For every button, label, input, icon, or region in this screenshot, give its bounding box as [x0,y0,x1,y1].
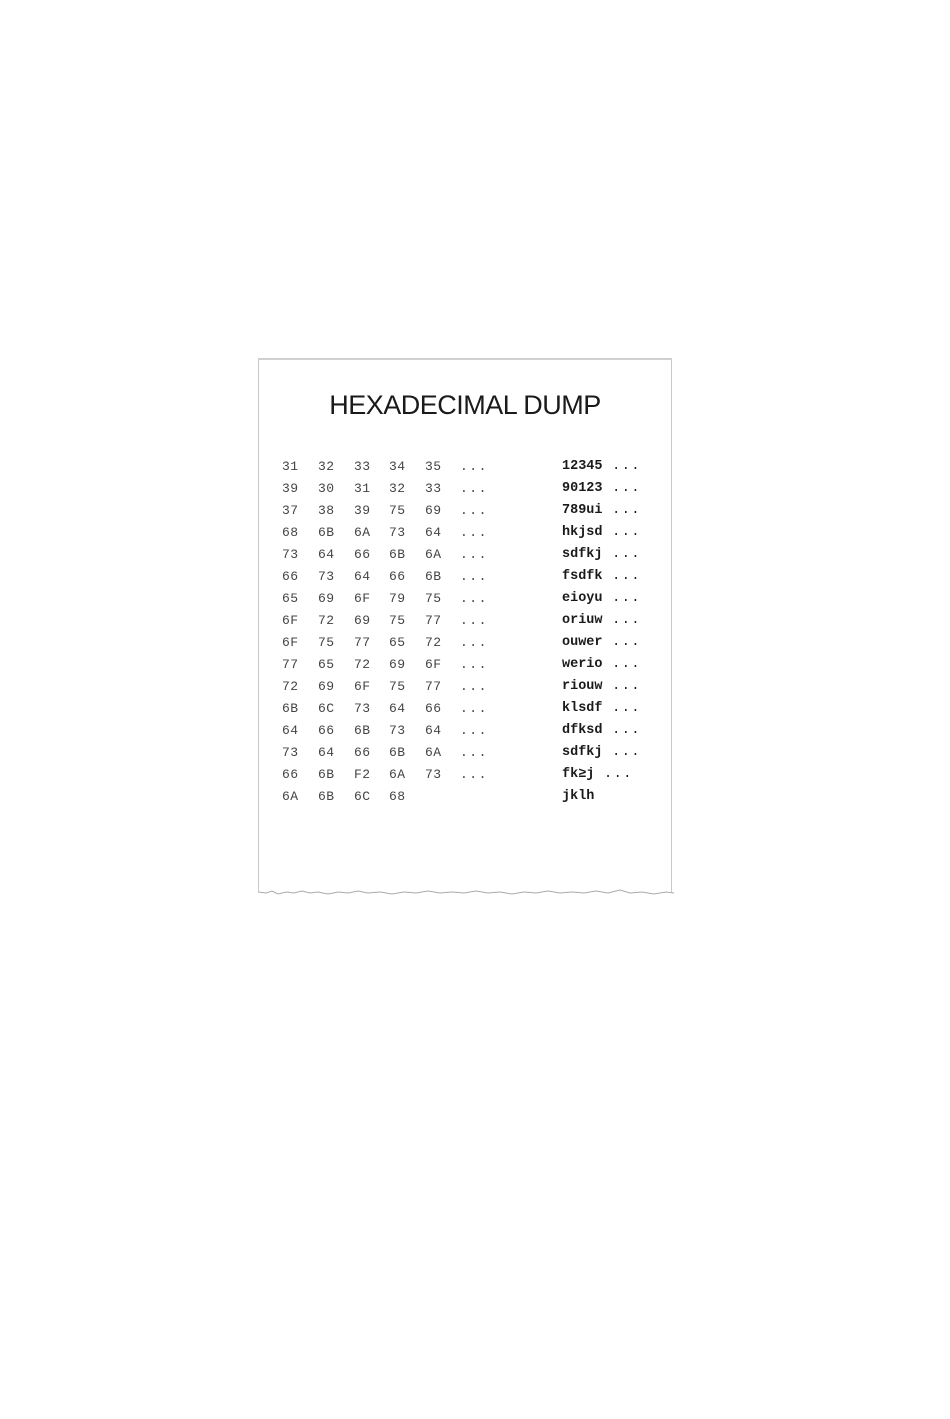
dump-row [282,742,662,764]
ascii-chars: 789ui [562,503,603,518]
ascii-chars: hkjsd [562,525,603,540]
hex-byte: 33 [354,459,371,474]
hex-byte: 72 [318,613,335,628]
hex-byte: 64 [354,569,371,584]
ascii-chars: fk≥j [562,767,595,782]
hex-byte: 6A [425,547,442,562]
hex-byte: 6A [389,767,406,782]
hex-byte: 77 [425,679,442,694]
ascii-continuation: ... [594,767,633,782]
dump-row [282,544,662,566]
ascii-continuation: ... [602,723,641,738]
hex-byte: 69 [318,591,335,606]
hex-continuation: ... [460,525,488,540]
hex-byte: 73 [425,767,442,782]
hex-byte: 72 [354,657,371,672]
dump-row [282,764,662,786]
dump-row [282,566,662,588]
dump-row [282,588,662,610]
ascii-chars: werio [562,657,603,672]
hex-continuation: ... [460,723,488,738]
hex-byte: 33 [425,481,442,496]
hex-byte: 6B [389,547,406,562]
hex-byte: 69 [318,679,335,694]
hex-byte: 31 [282,459,299,474]
ascii-chars: riouw [562,679,603,694]
hex-byte: 66 [318,723,335,738]
ascii-continuation: ... [602,569,641,584]
hex-byte: 64 [282,723,299,738]
ascii-chars: sdfkj [562,547,603,562]
hex-byte: 65 [318,657,335,672]
dump-row [282,632,662,654]
hex-byte: 39 [282,481,299,496]
hex-continuation: ... [460,745,488,760]
hex-byte: 69 [389,657,406,672]
dump-row [282,522,662,544]
ascii-chars: dfksd [562,723,603,738]
ascii-text [562,786,594,808]
hex-continuation: ... [460,679,488,694]
hex-byte: 35 [425,459,442,474]
ascii-text [562,522,641,544]
dump-row [282,654,662,676]
ascii-continuation: ... [602,745,641,760]
hex-byte: 66 [389,569,406,584]
hex-byte: 64 [318,547,335,562]
ascii-continuation: ... [602,657,641,672]
hex-byte: 69 [425,503,442,518]
ascii-continuation: ... [602,503,641,518]
ascii-text [562,632,641,654]
hex-byte: 77 [425,613,442,628]
hex-byte: 66 [425,701,442,716]
hex-byte: 64 [318,745,335,760]
hex-byte: 6B [318,767,335,782]
hex-continuation: ... [460,657,488,672]
hex-byte: 6B [425,569,442,584]
ascii-continuation: ... [602,547,641,562]
hex-continuation: ... [460,767,488,782]
dump-row [282,456,662,478]
hex-byte: 30 [318,481,335,496]
hex-byte: 6A [282,789,299,804]
hex-byte: 32 [318,459,335,474]
hex-byte: 6F [354,679,371,694]
ascii-chars: klsdf [562,701,603,716]
hex-byte: 6A [354,525,371,540]
dump-row [282,478,662,500]
hex-continuation: ... [460,591,488,606]
hex-byte: 34 [389,459,406,474]
hex-byte: 73 [282,547,299,562]
dump-row [282,698,662,720]
hex-byte: 75 [318,635,335,650]
ascii-continuation: ... [602,481,641,496]
hex-byte: 6C [354,789,371,804]
hex-byte: 72 [425,635,442,650]
hex-byte: 6A [425,745,442,760]
ascii-chars: 90123 [562,481,603,496]
receipt-paper [258,358,672,892]
ascii-chars: oriuw [562,613,603,628]
hex-continuation: ... [460,635,488,650]
hex-byte: 64 [425,723,442,738]
ascii-text [562,654,641,676]
hex-continuation: ... [460,613,488,628]
ascii-chars: 12345 [562,459,603,474]
ascii-continuation: ... [602,459,641,474]
hex-byte: 6F [282,613,299,628]
dump-row [282,676,662,698]
hex-byte: 6F [282,635,299,650]
hex-byte: 75 [425,591,442,606]
hex-continuation: ... [460,481,488,496]
hex-continuation: ... [460,547,488,562]
ascii-text [562,764,633,786]
hex-byte: 6B [318,789,335,804]
ascii-text [562,676,641,698]
ascii-text [562,478,641,500]
torn-paper-edge [258,888,674,898]
hex-byte: 38 [318,503,335,518]
hex-byte: 77 [354,635,371,650]
hex-byte: 39 [354,503,371,518]
hex-byte: 75 [389,613,406,628]
hex-byte: 37 [282,503,299,518]
hex-byte: 66 [354,547,371,562]
hex-byte: 6F [354,591,371,606]
ascii-chars: jklh [562,789,595,804]
hex-dump-table [282,456,662,808]
hex-byte: 72 [282,679,299,694]
ascii-chars: fsdfk [562,569,603,584]
ascii-text [562,610,641,632]
hex-byte: 65 [389,635,406,650]
hex-byte: 79 [389,591,406,606]
hex-continuation: ... [460,459,488,474]
dump-row [282,610,662,632]
ascii-continuation: ... [602,525,641,540]
ascii-text [562,720,641,742]
ascii-chars: ouwer [562,635,603,650]
ascii-chars: eioyu [562,591,603,606]
hex-byte: 66 [282,767,299,782]
ascii-text [562,544,641,566]
hex-byte: 66 [354,745,371,760]
ascii-text [562,698,641,720]
ascii-text [562,500,641,522]
hex-byte: 32 [389,481,406,496]
hex-byte: 6B [389,745,406,760]
hex-byte: 6B [318,525,335,540]
hex-byte: 73 [389,723,406,738]
ascii-text [562,566,641,588]
hex-byte: 6B [282,701,299,716]
hex-byte: 6C [318,701,335,716]
hex-byte: 69 [354,613,371,628]
hex-byte: 77 [282,657,299,672]
hex-byte: 73 [318,569,335,584]
hex-byte: 75 [389,679,406,694]
hex-byte: 64 [389,701,406,716]
hex-byte: 68 [389,789,406,804]
hex-byte: 64 [425,525,442,540]
hex-byte: 68 [282,525,299,540]
ascii-continuation: ... [602,591,641,606]
ascii-text [562,588,641,610]
ascii-continuation: ... [602,635,641,650]
dump-row [282,786,662,808]
hex-byte: 66 [282,569,299,584]
hex-byte: F2 [354,767,371,782]
ascii-continuation: ... [602,679,641,694]
dump-row [282,720,662,742]
ascii-text [562,456,641,478]
ascii-continuation: ... [602,613,641,628]
hex-byte: 65 [282,591,299,606]
dump-row [282,500,662,522]
ascii-chars: sdfkj [562,745,603,760]
hex-continuation: ... [460,701,488,716]
hex-continuation: ... [460,503,488,518]
hex-byte: 73 [354,701,371,716]
hex-byte: 6F [425,657,442,672]
hex-byte: 73 [389,525,406,540]
hex-byte: 73 [282,745,299,760]
ascii-text [562,742,641,764]
ascii-continuation: ... [602,701,641,716]
hex-byte: 6B [354,723,371,738]
hex-continuation: ... [460,569,488,584]
dump-title: HEXADECIMAL DUMP [329,390,601,420]
hex-byte: 75 [389,503,406,518]
hex-byte: 31 [354,481,371,496]
